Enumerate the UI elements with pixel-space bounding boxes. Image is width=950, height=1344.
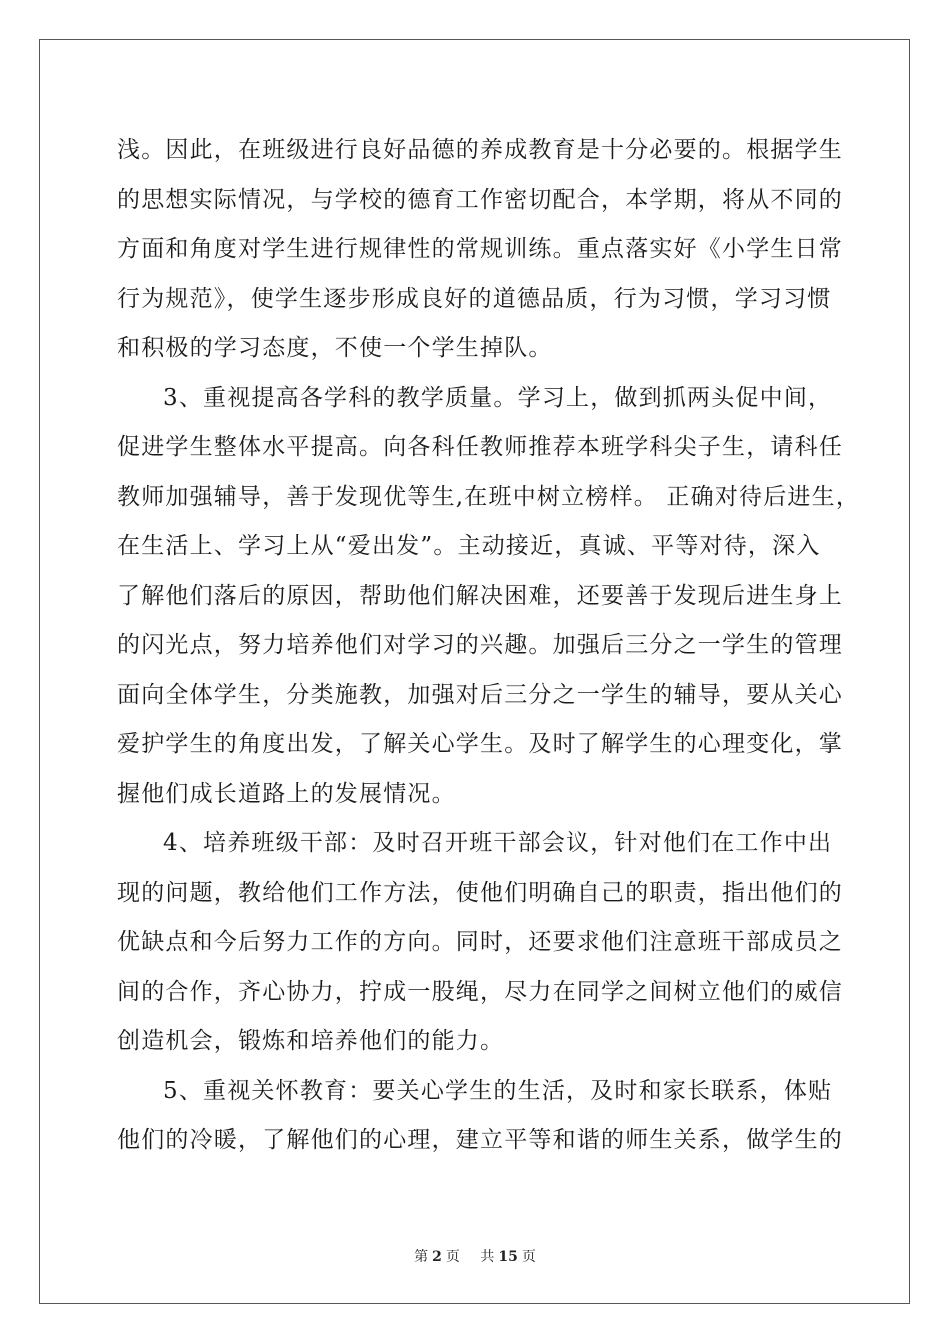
text-line: 他们的冷暖，了解他们的心理，建立平等和谐的师生关系，做学生的	[117, 1127, 843, 1153]
text-line: 现的问题，教给他们工作方法，使他们明确自己的职责，指出他们的	[117, 879, 843, 906]
text-line: 创造机会，锻炼和培养他们的能力。	[117, 1028, 505, 1054]
total-prefix: 共	[480, 1249, 495, 1265]
page-number: 2	[432, 1249, 442, 1265]
paragraph-first-line: 5、重视关怀教育：要关心学生的生活，及时和家长联系，体贴	[163, 1077, 833, 1104]
text-line: 方面和角度对学生进行规律性的常规训练。重点落实好《小学生日常	[117, 236, 843, 262]
text-line: 爱护学生的角度出发，了解关心学生。及时了解学生的心理变化，掌	[117, 731, 843, 757]
document-body	[117, 126, 861, 1166]
paragraph-first-line: 4、培养班级干部：及时召开班干部会议，针对他们在工作中出	[163, 830, 833, 856]
page-footer	[0, 1246, 950, 1266]
text-line: 和积极的学习态度，不使一个学生掉队。	[117, 335, 553, 361]
total-pages: 15	[498, 1249, 518, 1265]
paragraph-first-line: 3、重视提高各学科的教学质量。学习上，做到抓两头促中间，	[163, 384, 833, 411]
text-line: 优缺点和今后努力工作的方向。同时，还要求他们注意班干部成员之	[117, 929, 843, 955]
page-indicator	[410, 1249, 464, 1265]
text-line: 促进学生整体水平提高。向各科任教师推荐本班学科尖子生，请科任	[117, 434, 843, 460]
text-line: 握他们成长道路上的发展情况。	[117, 780, 456, 807]
text-line: 了解他们落后的原因，帮助他们解决困难，还要善于发现后进生身上	[117, 582, 843, 609]
text-line: 的思想实际情况，与学校的德育工作密切配合，本学期，将从不同的	[117, 186, 843, 213]
total-suffix: 页	[521, 1249, 536, 1265]
text-line: 的闪光点，努力培养他们对学习的兴趣。加强后三分之一学生的管理	[117, 632, 843, 658]
text-line: 面向全体学生，分类施教，加强对后三分之一学生的辅导，要从关心	[117, 681, 843, 708]
text-line: 浅。因此，在班级进行良好品德的养成教育是十分必要的。根据学生	[117, 137, 843, 163]
text-line: 在生活上、学习上从“爱出发”。主动接近，真诚、平等对待，深入	[117, 533, 821, 559]
page-prefix: 第	[414, 1249, 429, 1265]
text-line: 间的合作，齐心协力，拧成一股绳，尽力在同学之间树立他们的威信	[117, 978, 843, 1005]
total-indicator	[476, 1249, 539, 1265]
text-line: 教师加强辅导，善于发现优等生,在班中树立榜样。 正确对待后进生，	[117, 483, 861, 510]
text-line: 行为规范》，使学生逐步形成良好的道德品质，行为习惯，学习习惯	[117, 285, 832, 312]
page-suffix: 页	[445, 1249, 460, 1265]
